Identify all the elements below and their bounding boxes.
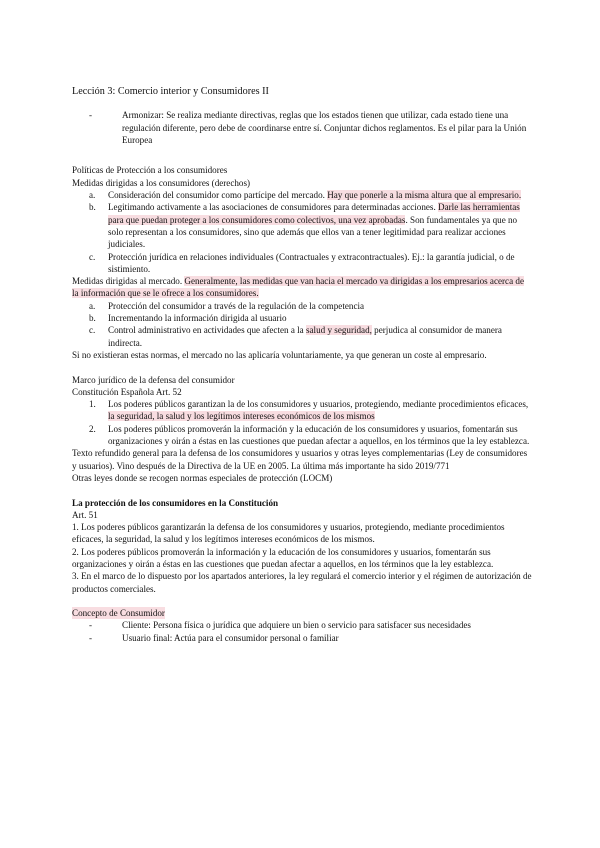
list-marker: b. [89,313,96,324]
list-marker: c. [89,251,96,262]
item-text: Protección jurídica en relaciones individuales (Contractuales y extracontractuales). Ej.: la garantía judicial, o de sistimiento. [108,251,515,274]
constitucion-heading: La protección de los consumidores en la Constitución [72,497,279,508]
highlighted-text: salud y seguridad, [305,325,372,336]
item-text: Consideración del consumidor como partícipe del mercado. [108,190,325,201]
list-marker: - [89,110,93,121]
item-text: Protección del consumidor a través de la regulación de la competencia [108,300,365,311]
item-text: Legitimando activamente a las asociaciones de consumidores para determinadas acciones. [108,202,436,213]
otras-leyes-paragraph: Otras leyes donde se recogen normas especiales de protección (LOCM) [72,472,333,483]
list-item [72,324,532,349]
list-marker: a. [89,190,96,201]
list-marker: - [89,620,93,631]
politicas-subheading: Medidas dirigidas a los consumidores (derechos) [72,177,251,188]
closing-paragraph: Si no existieran estas normas, el mercado no las aplicaría voluntariamente, ya que generan un coste al empresario. [72,349,487,360]
list-marker: 1. [89,399,96,410]
armonizar-item [72,109,532,146]
mercado-paragraph [72,275,532,300]
highlighted-text: Hay que ponerle a la misma altura que al empresario. [327,190,522,201]
item-text: Cliente: Persona física o jurídica que adquiere un bien o servicio para satisfacer sus necesidades [122,620,471,631]
concepto-heading: Concepto de Consumidor [72,608,165,619]
item-text: Usuario final: Actúa para el consumidor personal o familiar [122,632,339,643]
page-title: Lección 3: Comercio interior y Consumidores II [72,86,269,97]
item-text: Incrementando la información dirigida al usuario [108,313,287,324]
document-page [72,86,532,644]
item-text: Los poderes públicos garantizan la de los consumidores y usuarios, protegiendo, mediante procedimientos eficaces, [108,399,529,410]
article-paragraph-1: 1. Los poderes públicos garantizarán la defensa de los consumidores y usuarios, protegiendo, mediante procedimientos eficaces, la seguridad, la salud y los legítimos intereses económicos de los mismos. [72,522,505,545]
highlighted-text: Darle las herramientas para que puedan proteger a los consumidores como colectivos, una vez aprobadas [108,202,520,225]
list-item [72,619,532,631]
item-text: Los poderes públicos promoverán la información y la educación de los consumidores y usuarios, fomentarán sus organizaciones y oirán a éstas en las cuestiones que puedan afectar a aquellos, en los términos que la ley establezca. [108,423,530,447]
list-marker: - [89,632,93,643]
list-item [72,189,532,201]
item-rest-text: perjudica al consumidor de manera indirecta. [108,325,502,348]
marco-heading: Marco jurídico de la defensa del consumidor [72,374,235,385]
item-rest-text: . Son fundamentales ya que no solo representan a los consumidores, sino que además que ellos van a tener legitimidad para realizar acciones judiciales. [108,214,518,250]
list-item [72,300,532,312]
list-marker: c. [89,325,96,336]
texto-refundido-paragraph: Texto refundido general para la defensa de los consumidores y usuarios y otras leyes complementarias (Ley de consumidores y usuarios). Vino después de la Directiva de la UE en 2005. La última más importante ha sido 2019/771 [72,448,528,471]
highlighted-text: la seguridad, la salud y los legítimos intereses económicos de los mismos [108,411,375,422]
list-item [72,398,532,423]
list-item [72,201,532,250]
mercado-intro: Medidas dirigidas al mercado. [72,276,183,287]
article-label: Art. 51 [72,509,98,520]
list-marker: 2. [89,423,96,434]
politicas-heading: Políticas de Protección a los consumidores [72,165,228,176]
article-paragraph-2: 2. Los poderes públicos promoverán la información y la educación de los consumidores y usuarios, fomentarán sus organizaciones y oirán a éstas en las cuestiones que puedan afectar a aquellos, en los términos que la ley establezca. [72,546,494,569]
marco-subheading: Constitución Española Art. 52 [72,386,182,397]
list-item [72,423,532,448]
article-paragraph-3: 3. En el marco de lo dispuesto por los apartados anteriores, la ley regulará el comercio interior y el régimen de autorización de productos comerciales. [72,571,532,594]
list-marker: a. [89,300,96,311]
armonizar-text: Armonizar: Se realiza mediante directivas, reglas que los estados tienen que utilizar, cada estado tiene una regulación diferente, pero debe de coordinarse entre sí. Conjuntar dichos reglamentos. Es el pilar para la Unión Europea [122,110,527,145]
list-item [72,312,532,324]
highlighted-text: Generalmente, las medidas que van hacia el mercado va dirigidas a los empresarios acerca de la información que se le ofrece a los consumidores. [72,276,524,299]
list-item [72,251,532,276]
list-marker: b. [89,202,96,213]
item-text: Control administrativo en actividades que afecten a la [108,325,304,336]
list-item [72,632,532,644]
